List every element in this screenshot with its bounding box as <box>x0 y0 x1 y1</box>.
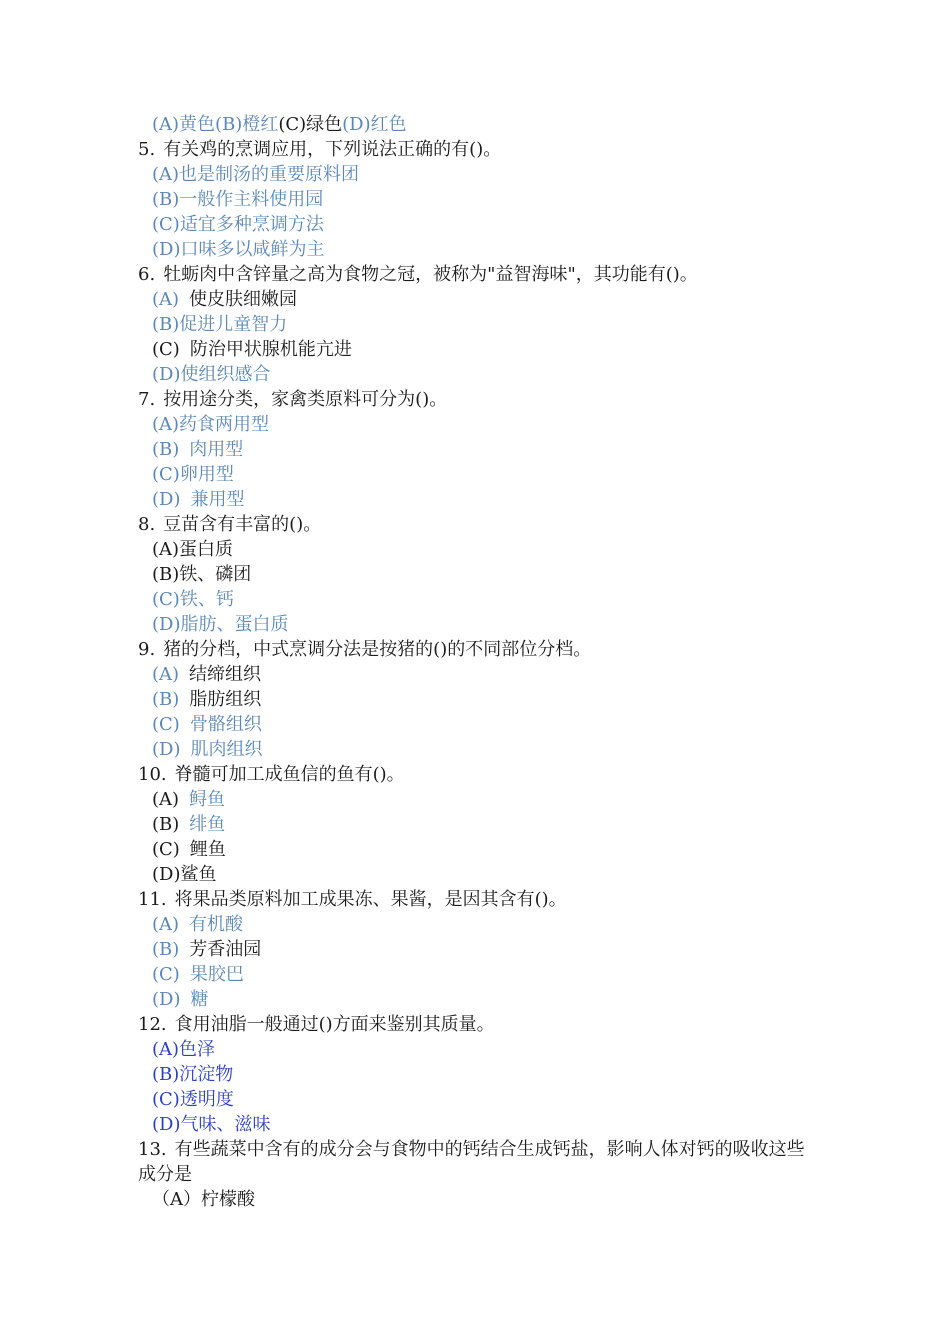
option-line <box>138 737 818 762</box>
question-line <box>138 512 818 537</box>
question-number: 8. <box>138 514 156 535</box>
option-line <box>138 187 818 212</box>
option-text: (B) <box>152 939 180 960</box>
option-text: 绯鱼 <box>189 814 226 835</box>
option-text: 芳香油园 <box>189 939 262 960</box>
question-number: 11. <box>138 889 167 910</box>
option-text: (A)药食两用型 <box>152 414 270 435</box>
option-text: 绿色 <box>306 114 343 135</box>
option-text: (B) <box>152 689 180 710</box>
option-line <box>138 1087 818 1112</box>
option-text: (B)铁、磷团 <box>152 564 252 585</box>
option-line <box>138 837 818 862</box>
option-text: 肉用型 <box>189 439 244 460</box>
option-line <box>138 312 818 337</box>
question-number: 5. <box>138 139 156 160</box>
question-number: 10. <box>138 764 167 785</box>
option-text: 骨骼组织 <box>189 714 262 735</box>
option-line <box>138 912 818 937</box>
question-line <box>138 762 818 787</box>
option-text: (C)铁、钙 <box>152 589 234 610</box>
question-number: 13. <box>138 1139 167 1160</box>
question-line <box>138 137 818 162</box>
option-text: 黄色 <box>179 114 216 135</box>
option-text: 红色 <box>370 114 407 135</box>
option-text: (D)脂肪、蛋白质 <box>152 614 289 635</box>
option-text: (C)透明度 <box>152 1089 234 1110</box>
option-text: (C) <box>152 339 180 360</box>
option-line <box>138 712 818 737</box>
question-text: 食用油脂一般通过()方面来鉴别其质量。 <box>174 1014 495 1035</box>
option-line <box>138 362 818 387</box>
option-line <box>138 1062 818 1087</box>
option-line <box>138 862 818 887</box>
question-number: 12. <box>138 1014 167 1035</box>
option-text: (B) <box>152 439 180 460</box>
option-text: (C) <box>152 964 180 985</box>
option-text: (B)沉淀物 <box>152 1064 234 1085</box>
option-line <box>138 612 818 637</box>
option-text: 鲤鱼 <box>189 839 226 860</box>
option-text: (A) <box>152 289 180 310</box>
question-number: 9. <box>138 639 156 660</box>
question-number: 7. <box>138 389 156 410</box>
option-text: (C)适宜多种烹调方法 <box>152 214 324 235</box>
option-line <box>138 1187 818 1212</box>
option-text: 鲟鱼 <box>189 789 226 810</box>
option-text: (B)一般作主料使用园 <box>152 189 324 210</box>
option-text: （A）柠檬酸 <box>152 1189 255 1210</box>
option-text: 橙红 <box>242 114 279 135</box>
option-text: (C)卵用型 <box>152 464 234 485</box>
question-number: 6. <box>138 264 156 285</box>
option-line <box>138 337 818 362</box>
option-text: (C) <box>278 114 307 135</box>
option-text: (D) <box>152 739 181 760</box>
question-text: 脊髓可加工成鱼信的鱼有()。 <box>174 764 405 785</box>
option-text: (D)口味多以咸鲜为主 <box>152 239 325 260</box>
option-line <box>138 962 818 987</box>
option-line <box>138 237 818 262</box>
question-text: 有些蔬菜中含有的成分会与食物中的钙结合生成钙盐，影响人体对钙的吸收这些成分是 <box>138 1139 805 1185</box>
option-line <box>138 537 818 562</box>
option-line <box>138 937 818 962</box>
option-line <box>138 662 818 687</box>
option-line <box>138 162 818 187</box>
option-text: (C) <box>152 714 180 735</box>
option-text: 使皮肤细嫩园 <box>189 289 298 310</box>
option-text: (A) <box>152 114 180 135</box>
option-line <box>138 212 818 237</box>
option-text: 脂肪组织 <box>189 689 262 710</box>
option-line <box>138 462 818 487</box>
option-text: (D) <box>152 989 181 1010</box>
question-line <box>138 387 818 412</box>
option-text: (A) <box>152 789 180 810</box>
option-line <box>138 812 818 837</box>
option-line <box>138 987 818 1012</box>
option-text: 糖 <box>190 989 209 1010</box>
option-line <box>138 287 818 312</box>
question-text: 豆苗含有丰富的()。 <box>163 514 322 535</box>
option-text: 果胶巴 <box>189 964 244 985</box>
option-text: 有机酸 <box>189 914 244 935</box>
option-text: 肌肉组织 <box>190 739 263 760</box>
option-line <box>138 1112 818 1137</box>
option-text: (D)鲨鱼 <box>152 864 217 885</box>
option-line <box>138 112 818 137</box>
option-line <box>138 437 818 462</box>
option-text: (A)也是制汤的重要原料团 <box>152 164 360 185</box>
option-text: (C) <box>152 839 180 860</box>
option-text: (A) <box>152 914 180 935</box>
question-list <box>138 112 818 1212</box>
option-line <box>138 487 818 512</box>
option-line <box>138 1037 818 1062</box>
option-text: 防治甲状腺机能亢进 <box>189 339 352 360</box>
option-text: (A) <box>152 664 180 685</box>
option-text: (D) <box>342 114 371 135</box>
question-line <box>138 1137 818 1187</box>
question-text: 将果品类原料加工成果冻、果酱，是因其含有()。 <box>174 889 567 910</box>
question-text: 按用途分类，家禽类原料可分为()。 <box>163 389 448 410</box>
question-line <box>138 1012 818 1037</box>
option-text: (B)促进儿童智力 <box>152 314 288 335</box>
option-text: (A)蛋白质 <box>152 539 234 560</box>
option-line <box>138 687 818 712</box>
option-line <box>138 787 818 812</box>
question-text: 牡蛎肉中含锌量之高为食物之冠，被称为"益智海味"，其功能有()。 <box>163 264 698 285</box>
option-line <box>138 562 818 587</box>
option-text: (B) <box>215 114 243 135</box>
option-text: (A)色泽 <box>152 1039 216 1060</box>
option-text: (D)使组织感合 <box>152 364 271 385</box>
option-text: 兼用型 <box>190 489 245 510</box>
option-text: (B) <box>152 814 180 835</box>
question-text: 有关鸡的烹调应用，下列说法正确的有()。 <box>163 139 502 160</box>
option-line <box>138 587 818 612</box>
option-text: 结缔组织 <box>189 664 262 685</box>
question-line <box>138 262 818 287</box>
question-text: 猪的分档，中式烹调分法是按猪的()的不同部位分档。 <box>163 639 592 660</box>
option-line <box>138 412 818 437</box>
question-line <box>138 637 818 662</box>
question-line <box>138 887 818 912</box>
option-text: (D) <box>152 489 181 510</box>
option-text: (D)气味、滋味 <box>152 1114 271 1135</box>
